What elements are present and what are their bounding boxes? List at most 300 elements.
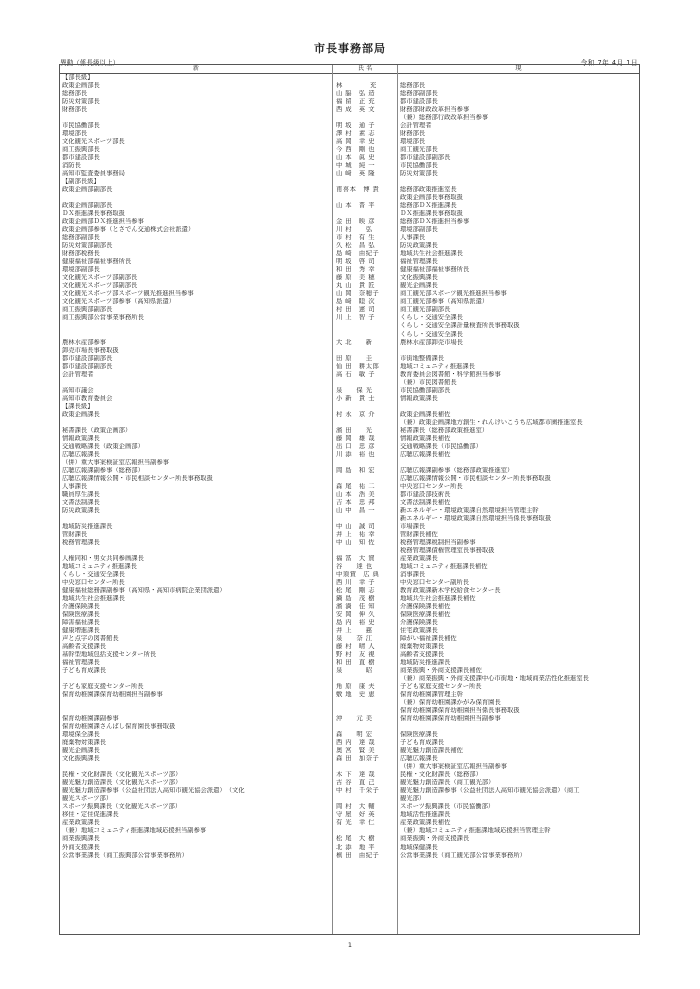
name-cell — [332, 707, 396, 715]
new-position-cell: 防災対策部副部長 — [62, 242, 113, 250]
table-row — [60, 395, 639, 403]
new-position-cell: 政策企画部ＤＸ推進担当参事 — [62, 218, 144, 226]
new-position-cell: 防災政策課長 — [62, 506, 100, 514]
current-position-cell: 保育幼稚園課管理主幹 — [400, 691, 463, 699]
new-position-cell: 防災対策部長 — [62, 98, 100, 106]
name-cell — [332, 675, 396, 683]
current-position-cell: 地域共生社会推進課長 — [400, 250, 463, 258]
name-cell — [332, 547, 396, 555]
current-position-cell: 防災対策部長 — [400, 170, 438, 178]
current-position-cell: 市場課長 — [400, 522, 426, 530]
current-position-cell: （兼）商業振興・外商支援課中心市街地・地域商業活性化推進室長 — [400, 675, 589, 683]
new-position-cell — [60, 515, 332, 523]
new-position-cell: 文化観光スポーツ部スポーツ観光推進担当参事 — [62, 290, 194, 298]
table-row — [60, 563, 639, 571]
current-position-cell: 地域コミュニティ推進課長 — [400, 362, 475, 370]
name-cell: 中須賀 広 典 — [336, 570, 380, 578]
table-row — [60, 811, 639, 819]
current-position-cell: 地域保健課長 — [400, 843, 438, 851]
name-cell: 岡 島 和 宏 — [336, 466, 375, 474]
table-row — [60, 643, 639, 651]
name-cell: 川 村 弘 — [336, 226, 373, 234]
new-position-cell: 健康福祉部福祉事務所長 — [62, 258, 132, 266]
table-row — [60, 844, 639, 852]
new-position-cell — [60, 419, 332, 427]
current-position-cell: 会計管理者 — [400, 122, 432, 130]
table-row — [60, 106, 639, 114]
new-position-cell: スポーツ振興課長（文化観光スポーツ部） — [62, 803, 182, 811]
new-position-cell: 環境部長 — [62, 130, 88, 138]
header-name: 氏 名 — [333, 65, 398, 73]
current-position-cell: 防災政策課長 — [400, 242, 438, 250]
new-position-cell: 高知市監査委員事務局 — [62, 170, 125, 178]
new-position-cell: 外商支援課長 — [62, 843, 100, 851]
name-cell — [332, 322, 396, 330]
name-cell: 古 谷 直 己 — [336, 779, 375, 787]
name-cell: 山 本 浩 美 — [336, 490, 375, 498]
current-position-cell: 公営事業課長（商工観光部公営事業事務所） — [400, 851, 526, 859]
table-row — [60, 443, 639, 451]
new-position-cell: 高齢者支援課長 — [62, 643, 107, 651]
table-row — [60, 475, 639, 483]
name-cell: 森 尾 祐 二 — [336, 482, 375, 490]
current-position-cell: 商業振興・外商支援課長補佐 — [400, 667, 482, 675]
current-position-cell: 保険医療課長 — [400, 731, 438, 739]
name-cell: 西 内 達 哉 — [336, 739, 375, 747]
name-cell: 谷 達 也 — [336, 562, 373, 570]
new-position-cell: 観光スポーツ部） — [62, 795, 113, 803]
current-position-cell: （兼）市民図書館長 — [400, 378, 457, 386]
current-position-cell: 広聴広報課長 — [400, 755, 438, 763]
table-row — [60, 250, 639, 258]
name-cell: 山 中 昌 一 — [336, 506, 375, 514]
table-row — [60, 715, 639, 723]
document-subhead: 異動（係長級以上） — [60, 59, 120, 67]
name-cell: 出 口 忠 彦 — [336, 442, 375, 450]
table-row — [60, 194, 639, 202]
current-position-cell — [396, 178, 639, 186]
new-position-cell: 商工振興部副部長 — [62, 306, 113, 314]
table-row — [60, 483, 639, 491]
current-position-cell: 観光魅力創造課長（商工観光部） — [400, 779, 495, 787]
current-position-cell: 文化振興課長 — [400, 274, 438, 282]
current-position-cell: 情報政策課長補佐 — [400, 434, 451, 442]
name-cell: 濱 田 光 — [336, 426, 373, 434]
header-new: 新 — [60, 65, 333, 73]
current-position-cell: 介護保険課長補佐 — [400, 603, 451, 611]
current-position-cell: 総務部ＤＸ推進課長 — [400, 202, 457, 210]
new-position-cell: 市民協働部長 — [62, 122, 100, 130]
new-position-cell: 産業政策課長 — [62, 819, 100, 827]
name-cell: 泉 保 光 — [336, 386, 373, 394]
table-row — [60, 603, 639, 611]
table-row — [60, 339, 639, 347]
new-position-cell: 財務部長 — [62, 106, 88, 114]
current-position-cell: 環境部副部長 — [400, 226, 438, 234]
name-cell: 濱 渦 佳 知 — [336, 603, 375, 611]
table-row — [60, 122, 639, 130]
new-position-cell: （併）重大事案検証室広報担当副参事 — [62, 458, 170, 466]
name-cell — [332, 178, 396, 186]
new-position-cell: 子ども育成課長 — [62, 667, 107, 675]
new-position-cell: 情報政策課長 — [62, 434, 100, 442]
table-row — [60, 835, 639, 843]
new-position-cell: 文化観光スポーツ部長 — [62, 138, 125, 146]
name-cell: 西 川 幸 子 — [336, 578, 375, 586]
current-position-cell: （兼）地域コミュニティ推進課地域応援担当管理主幹 — [400, 827, 551, 835]
current-position-cell: 財務部財政改革担当参事 — [400, 106, 470, 114]
name-cell: 角 原 康 夫 — [336, 683, 375, 691]
name-cell: 明 坂 通 子 — [336, 122, 375, 130]
current-position-cell: （兼）政策企画課地方創生・れんけいこうち広域都市圏推進室長 — [400, 418, 583, 426]
table-row — [60, 387, 639, 395]
table-row — [60, 451, 639, 459]
table-row — [60, 331, 639, 339]
name-cell — [332, 114, 396, 122]
name-cell: 川 添 裕 也 — [336, 450, 375, 458]
name-cell: 槙 田 由紀子 — [336, 851, 380, 859]
name-cell: 田 原 圭 — [336, 354, 373, 362]
current-position-cell: 広聴広報課副参事（総務部政策推進室） — [400, 466, 514, 474]
name-cell: 山 脇 弘 造 — [336, 90, 375, 98]
new-position-cell: 【部長級】 — [62, 74, 94, 81]
new-position-cell: 政策企画部副部長 — [62, 186, 113, 194]
new-position-cell: 商工振興部公営事業事務所長 — [62, 314, 144, 322]
table-row — [60, 667, 639, 675]
current-position-cell: 健康福祉部福祉事務所長 — [400, 266, 470, 274]
table-row — [60, 371, 639, 379]
name-cell — [332, 699, 396, 707]
name-cell: 北 添 地 平 — [336, 843, 375, 851]
table-row — [60, 274, 639, 282]
name-cell: 井 上 祐 幸 — [336, 530, 375, 538]
current-position-cell: 市民協働部長 — [400, 162, 438, 170]
table-row — [60, 146, 639, 154]
new-position-cell: 政策企画部参事（とさでん交通株式会社派遣） — [62, 226, 195, 234]
name-cell — [332, 419, 396, 427]
current-position-cell: 産業政策課長補佐 — [400, 819, 451, 827]
table-row — [60, 699, 639, 707]
current-position-cell: 廃棄物対策課長 — [400, 643, 445, 651]
current-position-cell: 商工観光部スポーツ観光推進担当参事 — [400, 290, 507, 298]
name-cell — [332, 379, 396, 387]
new-position-cell: 健康増進課長 — [62, 627, 100, 635]
new-position-cell: 子ども家庭支援センター所長 — [62, 683, 144, 691]
current-position-cell: 商工観光部長 — [400, 146, 438, 154]
name-cell: 松 尾 大 樹 — [336, 835, 375, 843]
name-cell: 山 本 眞 史 — [336, 154, 375, 162]
table-row — [60, 803, 639, 811]
current-position-cell: 総務部ＤＸ推進担当参事 — [400, 218, 470, 226]
table-row — [60, 707, 639, 715]
new-position-cell: 文化振興課長 — [62, 755, 100, 763]
new-position-cell: 税務管理課長 — [62, 538, 100, 546]
current-position-cell — [396, 74, 639, 82]
name-cell: 小 新 貴 士 — [336, 394, 375, 402]
table-row — [60, 539, 639, 547]
table-row — [60, 355, 639, 363]
current-position-cell: 政策企画部長事務取扱 — [400, 194, 463, 202]
new-position-cell: 保育幼稚園課保育幼稚園担当副参事 — [62, 691, 163, 699]
table-row — [60, 419, 639, 427]
current-position-cell — [396, 347, 639, 355]
table-row — [60, 347, 639, 355]
new-position-cell: 財務部税務長 — [62, 250, 100, 258]
table-body — [60, 74, 639, 860]
name-cell: 村 永 京 介 — [336, 410, 375, 418]
new-position-cell: 中央窓口センター所長 — [62, 578, 125, 586]
current-position-cell — [396, 403, 639, 411]
table-row — [60, 435, 639, 443]
name-cell: 大 北 新 — [336, 338, 373, 346]
name-cell: 有 光 幸 仁 — [336, 819, 375, 827]
current-position-cell: 交通戦略課長（市民協働部） — [400, 442, 482, 450]
name-cell: 野 村 友 視 — [336, 651, 375, 659]
table-row — [60, 98, 639, 106]
table-row — [60, 739, 639, 747]
current-position-cell: 保育幼稚園課保育幼稚園担当副参事 — [400, 715, 501, 723]
current-position-cell: 文書法制課長補佐 — [400, 498, 451, 506]
new-position-cell: 観光魅力創造課参事（公益社団法人高知市観光協会派遣） （文化 — [62, 787, 245, 795]
document-date: 令和 7年 4月 1日 — [580, 59, 638, 67]
table-row — [60, 162, 639, 170]
new-position-cell: 廃棄物対策課長 — [62, 739, 107, 747]
new-position-cell: 広聴広報課長 — [62, 450, 100, 458]
table-row — [60, 523, 639, 531]
new-position-cell: 消防長 — [62, 162, 81, 170]
name-cell: 島 崎 由紀子 — [336, 250, 380, 258]
new-position-cell: ＤＸ推進課長事務取扱 — [62, 210, 125, 218]
current-position-cell: 広聴広報課長補佐 — [400, 450, 451, 458]
new-position-cell: 政策企画部副部長 — [62, 202, 113, 210]
table-row — [60, 298, 639, 306]
current-position-cell: 子ども育成課長 — [400, 739, 445, 747]
table-row — [60, 138, 639, 146]
new-position-cell — [60, 547, 332, 555]
current-position-cell: （併）重大事案検証室広報担当副参事 — [400, 763, 508, 771]
table-row — [60, 691, 639, 699]
name-cell — [332, 515, 396, 523]
current-position-cell: 高齢者支援課長 — [400, 651, 445, 659]
table-row — [60, 635, 639, 643]
current-position-cell: 地域コミュニティ推進課長補佐 — [400, 562, 488, 570]
new-position-cell: 都市建設部長 — [62, 154, 100, 162]
name-cell: 仙 田 耕太郎 — [336, 362, 380, 370]
table-row — [60, 154, 639, 162]
table-row — [60, 723, 639, 731]
table-row — [60, 74, 639, 82]
name-cell: 中 村 千栄子 — [336, 787, 380, 795]
name-cell: 泉 奈 江 — [336, 635, 373, 643]
table-row — [60, 579, 639, 587]
table-row — [60, 242, 639, 250]
table-row — [60, 282, 639, 290]
name-cell — [332, 763, 396, 771]
table-row — [60, 771, 639, 779]
new-position-cell: 総務部長 — [62, 90, 88, 98]
table-row — [60, 571, 639, 579]
page-number: 1 — [347, 941, 353, 949]
current-position-cell: 都市建設部長 — [400, 98, 438, 106]
name-cell: 久 松 昌 弘 — [336, 242, 375, 250]
name-cell: 福 冨 大 賀 — [336, 554, 375, 562]
new-position-cell — [60, 194, 332, 202]
table-row — [60, 595, 639, 603]
name-cell: 市 村 有 生 — [336, 234, 375, 242]
new-position-cell: 商業振興課長 — [62, 835, 100, 843]
new-position-cell: 保育幼稚園課さんばし保育園長事務取扱 — [62, 723, 176, 731]
current-position-cell: 広聴広報課情報公開・市民相談センター所長事務取扱 — [400, 474, 551, 482]
name-cell: 藤 岡 雄 哉 — [336, 434, 375, 442]
current-position-cell — [396, 723, 639, 731]
new-position-cell: 都市建設部副部長 — [62, 362, 113, 370]
table-row — [60, 411, 639, 419]
current-position-cell: 環境部長 — [400, 138, 426, 146]
name-cell: 安 岡 伸 久 — [336, 611, 375, 619]
current-position-cell: 秘書課長（総務部政策推進室） — [400, 426, 489, 434]
table-row — [60, 627, 639, 635]
name-cell: 泉 昭 — [336, 667, 373, 675]
new-position-cell: 観光魅力創造課長（文化観光スポーツ部） — [62, 779, 182, 787]
current-position-cell: 財務部長 — [400, 130, 426, 138]
table-row — [60, 611, 639, 619]
new-position-cell: （兼）地域コミュニティ推進課地域応援担当副参事 — [62, 827, 207, 835]
table-row — [60, 114, 639, 122]
current-position-cell: 農林水産部卸売市場長 — [400, 338, 463, 346]
new-position-cell: 基幹型地域包括支援センター所長 — [62, 651, 157, 659]
new-position-cell: 健康福祉総務課副参事（高知県・高知市病院企業団派遣） — [62, 587, 226, 594]
name-cell: 今 西 剛 也 — [336, 146, 375, 154]
name-cell: 山 﨑 英 隆 — [336, 170, 375, 178]
header-current: 現 — [515, 65, 522, 72]
personnel-table — [59, 64, 640, 935]
name-cell: 澤 村 素 志 — [336, 130, 375, 138]
current-position-cell: 教育政策課新木学校給食センター長 — [400, 587, 501, 594]
table-row — [60, 290, 639, 298]
new-position-cell: 職員厚生課長 — [62, 490, 100, 498]
current-position-cell: 福祉管理課長 — [400, 258, 438, 266]
current-position-cell: （兼）総務部行政改革担当参事 — [400, 114, 489, 122]
table-row — [60, 363, 639, 371]
name-cell: 林 充 — [336, 82, 377, 90]
new-position-cell: 広聴広報課副参事（総務部） — [62, 466, 144, 474]
current-position-cell: 地域共生社会推進課長補佐 — [400, 595, 476, 603]
name-cell — [332, 194, 396, 202]
table-row — [60, 306, 639, 314]
name-cell: 明 坂 啓 司 — [336, 258, 375, 266]
current-position-cell: 商工観光部副部長 — [400, 306, 451, 314]
current-position-cell: 子ども家庭支援センター所長 — [400, 683, 482, 691]
table-row — [60, 787, 639, 795]
table-row — [60, 403, 639, 411]
document-title: 市長事務部局 — [314, 42, 386, 55]
new-position-cell: 政策企画部長 — [62, 82, 100, 90]
table-header — [60, 65, 639, 74]
current-position-cell: くらし・交通安全課計量検査所長事務取扱 — [400, 322, 520, 330]
new-position-cell — [60, 331, 332, 339]
name-cell: 沖 元 美 — [336, 715, 373, 723]
table-row — [60, 731, 639, 739]
current-position-cell: 総務部長 — [400, 82, 426, 90]
table-row — [60, 186, 639, 194]
new-position-cell: 地域防災推進課長 — [62, 522, 113, 530]
table-row — [60, 763, 639, 771]
table-row — [60, 322, 639, 330]
name-cell — [332, 74, 396, 82]
current-position-cell: 観光企画課長 — [400, 282, 438, 290]
table-row — [60, 210, 639, 218]
current-position-cell: 市街地整備課長 — [400, 354, 445, 362]
name-cell: 森 明 宏 — [336, 731, 373, 739]
table-row — [60, 795, 639, 803]
table-row — [60, 130, 639, 138]
new-position-cell: 保険医療課長 — [62, 611, 100, 619]
new-position-cell: 声と点字の図書館長 — [62, 635, 119, 643]
table-row — [60, 234, 639, 242]
name-cell: 中 山 誠 司 — [336, 522, 375, 530]
table-row — [60, 555, 639, 563]
table-row — [60, 314, 639, 322]
current-position-cell: 中央窓口センター所長 — [400, 482, 463, 490]
current-position-cell: 産業政策課長 — [400, 554, 438, 562]
current-position-cell: ＤＸ推進課長事務取扱 — [400, 210, 463, 218]
new-position-cell: 観光企画課長 — [62, 747, 100, 755]
name-cell: 山 岡 奈穂子 — [336, 290, 380, 298]
name-cell — [332, 403, 396, 411]
name-cell: 和 田 直 樹 — [336, 659, 375, 667]
new-position-cell: 管財課長 — [62, 530, 88, 538]
new-position-cell: 公営事業課長（商工振興部公営事業事務所） — [62, 851, 188, 859]
name-cell: 丸 山 貴 匠 — [336, 282, 375, 290]
new-position-cell: 農林水産部参事 — [62, 338, 107, 346]
name-cell: 和 田 秀 幸 — [336, 266, 375, 274]
new-position-cell: 【課長級】 — [62, 402, 94, 410]
table-row — [60, 178, 639, 186]
table-row — [60, 491, 639, 499]
table-row — [60, 226, 639, 234]
current-position-cell: 市民協働部副部長 — [400, 386, 451, 394]
current-position-cell: 都市建設部技術長 — [400, 490, 451, 498]
name-cell: 鍋 島 茂 樹 — [336, 595, 375, 603]
name-cell: 藤 原 美 穂 — [336, 274, 375, 282]
name-cell — [332, 347, 396, 355]
current-position-cell: 新エネルギー・環境政策課自然環境担当管理主幹 — [400, 506, 539, 514]
name-cell: 守 屋 好 英 — [336, 811, 375, 819]
current-position-cell: 教育委員会図書館・科学館担当参事 — [400, 370, 501, 378]
new-position-cell: 都市建設部副部長 — [62, 354, 113, 362]
new-position-cell: 環境部副部長 — [62, 266, 100, 274]
table-row — [60, 82, 639, 90]
new-position-cell: 卸売市場長事務取扱 — [62, 346, 119, 354]
name-cell: 西 成 英 文 — [336, 106, 375, 114]
table-row — [60, 587, 639, 595]
table-row — [60, 170, 639, 178]
current-position-cell: 都市建設部副部長 — [400, 154, 451, 162]
current-position-cell: 観光魅力創造課長補佐 — [400, 747, 463, 755]
table-row — [60, 659, 639, 667]
name-cell: 川 上 智 子 — [336, 314, 375, 322]
new-position-cell: 秘書課長（政策企画部） — [62, 426, 132, 434]
current-position-cell: 観光部） — [400, 795, 426, 803]
name-cell: 福 留 正 充 — [336, 98, 375, 106]
table-row — [60, 258, 639, 266]
current-position-cell: 商業振興・外商支援課長 — [400, 835, 470, 843]
name-cell: 敷 地 史 恵 — [336, 691, 375, 699]
table-row — [60, 619, 639, 627]
table-row — [60, 202, 639, 210]
new-position-cell: 地域共生社会推進課長 — [62, 595, 125, 603]
name-cell: 岡 村 大 輔 — [336, 803, 375, 811]
